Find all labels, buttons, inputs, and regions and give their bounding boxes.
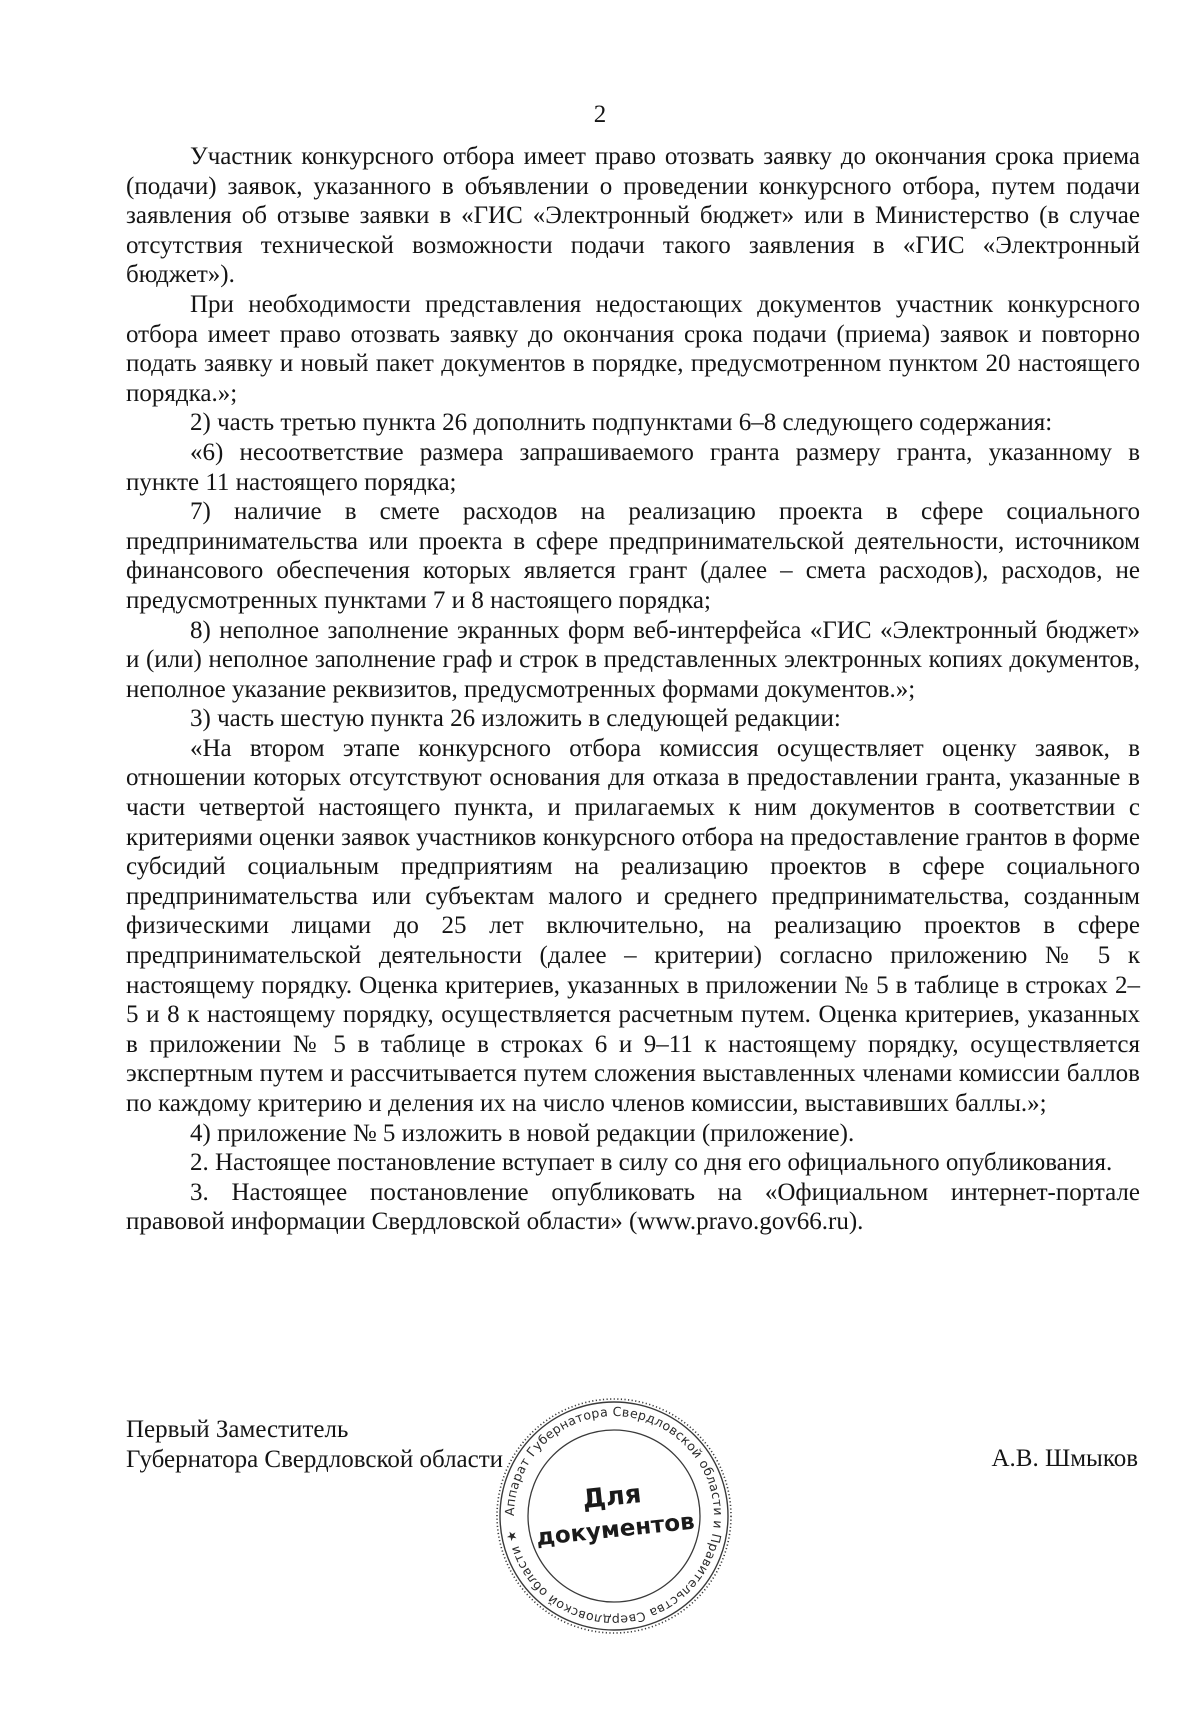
paragraph: При необходимости представления недостающих документов участник конкурсного отбора имеет право отозвать заявку до окончания срока подачи (приема) заявок и повторно подать заявку и новый пакет документов в порядке, предусмотренном пунктом 20 настоящего порядка.»; — [126, 290, 1140, 407]
paragraph: 3. Настоящее постановление опубликовать на «Официальном интернет-портале правовой информации Свердловской области» (www.pravo.gov66.ru). — [126, 1178, 1140, 1236]
seal-center-line: Для — [581, 1479, 643, 1516]
paragraph: 2) часть третью пункта 26 дополнить подпунктами 6–8 следующего содержания: — [190, 409, 1053, 437]
paragraph: Участник конкурсного отбора имеет право отозвать заявку до окончания срока приема (подачи) заявок, указанного в объявлении о проведении конкурсного отбора, путем подачи заявления об отзыве заявки в «ГИС «Электронный бюджет» или в Министерство (в случае отсутствия технической возможности подачи такого заявления в «ГИС «Электронный бюджет»). — [126, 143, 1140, 289]
signatory-position-line: Губернатора Свердловской области — [126, 1445, 504, 1473]
paragraph: 7) наличие в смете расходов на реализацию проекта в сфере социального предпринимательства или проекта в сфере предпринимательской деятельности, источником финансового обеспечения которых является грант (далее – смета расходов), расходов, не предусмотренных пунктами 7 и 8 настоящего порядка; — [126, 498, 1140, 614]
paragraph: «6) несоответствие размера запрашиваемого гранта размеру гранта, указанному в пункте 11 настоящего порядка; — [126, 438, 1140, 496]
seal-graphic — [489, 1396, 739, 1636]
signatory-name: А.В. Шмыков — [991, 1445, 1138, 1472]
paragraph: «На втором этапе конкурсного отбора комиссия осуществляет оценку заявок, в отношении которых отсутствуют основания для отказа в предоставлении гранта, указанные в части четвертой настоящего пункта, и прилагаемых к ним документов в соответствии с критериями оценки заявок участников конкурсного отбора на предоставление грантов в форме субсидий социальным предприятиям на реализацию проектов в сфере социального предпринимательства или субъектам малого и среднего предпринимательства, созданным физическими лицами до 25 лет включительно, на реализацию проектов в сфере предпринимательской деятельности (далее – критерии) согласно приложению № 5 к настоящему порядку. Оценка критериев, указанных в приложении № 5 в таблице в строках 2–5 и 8 к настоящему порядку, осуществляется расчетным путем. Оценка критериев, указанных в приложении № 5 в таблице в строках 6 и 9–11 к настоящему порядку, осуществляется экспертным путем и рассчитывается путем сложения выставленных членами комиссии баллов по каждому критерию и деления их на число членов комиссии, выставивших баллы.»; — [126, 734, 1140, 1117]
seal-ring-text: Аппарат Губернатора Свердловской области и Правительства Свердловской области ★ — [501, 1403, 727, 1629]
document-body — [126, 142, 1140, 1237]
signatory-position-line: Первый Заместитель — [126, 1416, 349, 1443]
paragraph: 8) неполное заполнение экранных форм веб-интерфейса «ГИС «Электронный бюджет» и (или) неполное заполнение граф и строк в представленных электронных копиях документов, неполное указание реквизитов, предусмотренных формами документов.»; — [126, 616, 1140, 703]
official-seal-stamp — [489, 1396, 739, 1636]
paragraph: 3) часть шестую пункта 26 изложить в следующей редакции: — [190, 705, 841, 733]
paragraph: 4) приложение № 5 изложить в новой редакции (приложение). — [190, 1119, 855, 1147]
page-number: 2 — [593, 101, 607, 128]
paragraph: 2. Настоящее постановление вступает в силу со дня его официального опубликования. — [190, 1149, 1113, 1177]
seal-center-line: документов — [535, 1508, 696, 1552]
